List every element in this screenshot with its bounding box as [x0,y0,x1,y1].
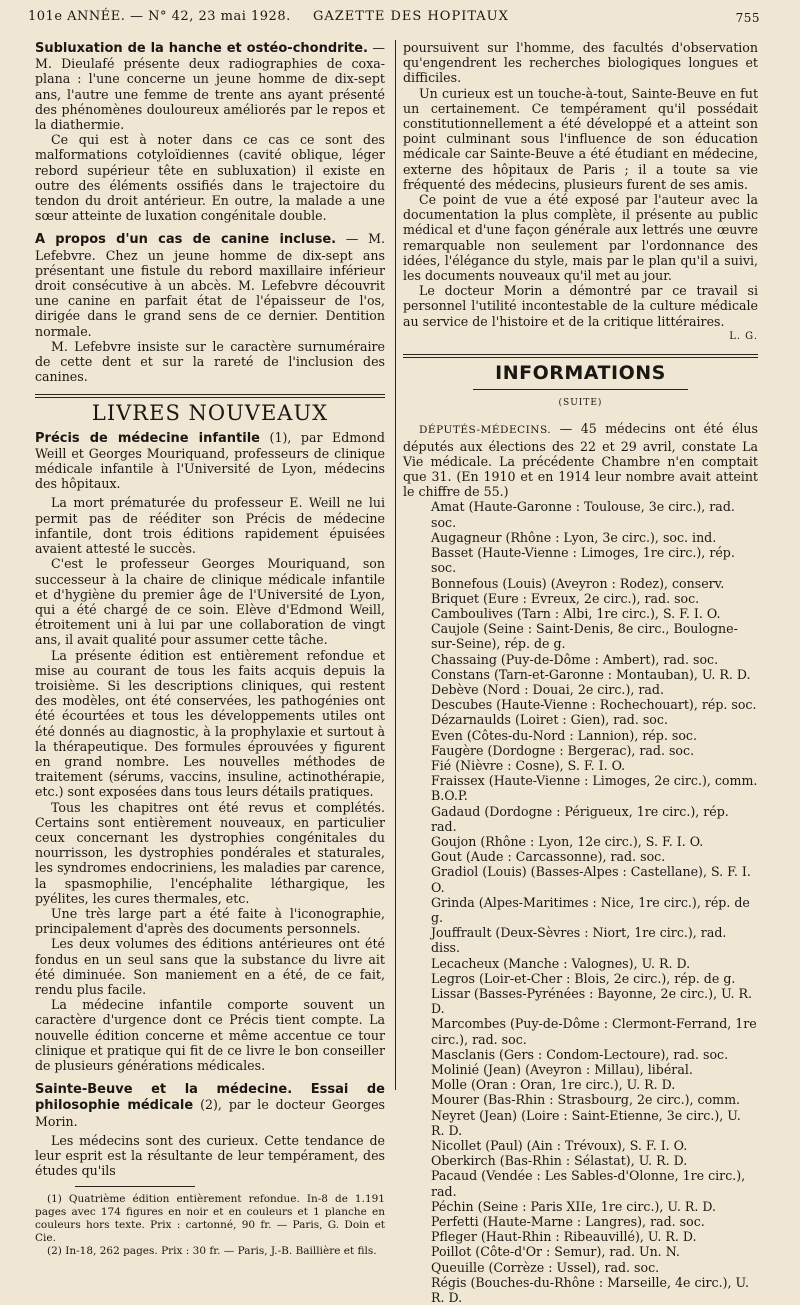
sainte-beuve-title: Sainte-Beuve et la médecine. Essai de philosophie médicale [35,1082,385,1114]
informations-underline [473,389,688,390]
deputy-entry: Grinda (Alpes-Maritimes : Nice, 1re circ.), rép. de g. [431,894,750,925]
precis-p6: Les deux volumes des éditions antérieures ont été fondus en un seul sans que la substance du livre ait été diminuée. Son maniement en a été, de ce fait, rendu plus facile. [35,936,385,997]
precis-p5: Une très large part a été faite à l'iconographie, principalement d'après des documents personnels. [35,905,385,937]
deputy-entry: Lecacheux (Manche : Valognes), U. R. D. [431,955,691,971]
deputy-entry: Neyret (Jean) (Loire : Saint-Etienne, 3e circ.), U. R. D. [431,1107,741,1138]
left-column [35,40,385,1258]
deputy-entry: Even (Côtes-du-Nord : Lannion), rép. soc. [431,727,697,743]
deputy-entry: Gadaud (Dordogne : Périgueux, 1re circ.), rép. rad. [431,803,729,834]
subluxation-title: Subluxation de la hanche et ostéo-chondrite. [35,41,368,56]
deputy-entry: Dézarnaulds (Loiret : Gien), rad. soc. [431,712,668,728]
deputy-entry: Camboulives (Tarn : Albi, 1re circ.), S. F. I. O. [431,605,721,621]
deputy-entry: Descubes (Haute-Vienne : Rochechouart), rép. soc. [431,697,757,713]
deputy-entry: Bonnefous (Louis) (Aveyron : Rodez), conserv. [431,575,725,591]
deputy-entry: Fraissex (Haute-Vienne : Limoges, 2e circ.), comm. B.O.P. [431,773,758,804]
journal-title: GAZETTE DES HOPITAUX [313,9,509,24]
deputy-entry: Gradiol (Louis) (Basses-Alpes : Castellane), S. F. I. O. [431,864,751,895]
deputy-entry: Gout (Aude : Carcassonne), rad. soc. [431,849,666,865]
precis-p4: Tous les chapitres ont été revus et complétés. Certains sont entièrement nouveaux, en particulier ceux concernant les dystrophies congénitales du nourrisson, les dystrophies pondérales et staturales, les syndromes endocriniens, les maladies par carence, la spasmophilie, l'encéphalite léthargique, les pyélites, les cures thermales, etc. [35,799,385,906]
deputy-entry: Jouffrault (Deux-Sèvres : Niort, 1re circ.), rad. diss. [431,925,727,956]
sainte-beuve-p3: Ce point de vue a été exposé par l'auteur avec la documentation la plus complète, il présente au public médical et d'une façon générale aux lettrés une œuvre remarquable non seulement par l'ordonnance des idées, l'élégance du style, mais par le plan qu'il a suivi, les documents nouveaux qu'il met au jour. [403,192,758,284]
precis-p1: La mort prématurée du professeur E. Weill ne lui permit pas de rééditer son Précis de médecine infantile, dont trois éditions rapidement épuisées avaient attesté le succès. [35,495,385,557]
footnote-2: (2) In-18, 262 pages. Prix : 30 fr. — Paris, J.-B. Baillière et fils. [47,1245,377,1258]
deputy-entry: Molinié (Jean) (Aveyron : Millau), libéral. [431,1062,693,1077]
footnote-1: (1) Quatrième édition entièrement refondue. In-8 de 1.191 pages avec 174 figures en noir et en couleurs et 1 planche en couleurs hors texte. Prix : cartonné, 90 fr. — Paris, G. Doin et Cie. [35,1193,385,1245]
deputy-entry: Caujole (Seine : Saint-Denis, 8e circ., Boulogne-sur-Seine), rép. de g. [431,621,738,652]
sainte-beuve-p2: Un curieux est un touche-à-tout, Sainte-Beuve en fut un certainement. Ce tempérament qu'il possédait constitutionnellement a été développé et a atteint son point culminant sous l'influence de son éducation médicale car Sainte-Beuve a été étudiant en médecine, externe des hôpitaux de Paris ; il a toute sa vie fréquenté des médecins, plusieurs furent de ses amis. [403,85,758,192]
deputy-entry: Perfetti (Haute-Marne : Langres), rad. soc. [431,1214,705,1230]
section-rule-right [403,354,758,358]
precis-title: Précis de médecine infantile [35,430,260,446]
sainte-beuve-p4-text: Le docteur Morin a démontré par ce travail si personnel l'utilité incontestable de la culture médicale au service de l'histoire et de la critique littéraires. [403,283,758,329]
deputy-entry: Marcombes (Puy-de-Dôme : Clermont-Ferrand, 1re circ.), rad. soc. [431,1016,757,1047]
issue-info: 101e ANNÉE. — N° 42, 23 mai 1928. [28,9,291,24]
canine-paragraph [35,231,385,338]
right-column [403,40,758,1305]
sainte-beuve-paragraph [35,1081,385,1129]
deputy-entry: Pfleger (Haut-Rhin : Ribeauvillé), U. R. D. [431,1229,697,1245]
subluxation-paragraph [35,40,385,132]
subluxation-intro: — M. Dieulafé présente deux radiographies de coxa-plana : l'une concerne un jeune homme de dix-sept ans, l'autre une femme de trente ans ayant présenté des phénomènes douloureux améliorés par le repos et la diathermie. [35,40,385,133]
deputy-entry: Mourer (Bas-Rhin : Strasbourg, 2e circ.), comm. [431,1092,741,1108]
precis-paragraph [35,430,385,492]
informations-heading: INFORMATIONS [495,362,666,385]
deputy-entry: Goujon (Rhône : Lyon, 12e circ.), S. F. I. O. [431,833,704,849]
column-divider [395,40,396,1090]
sainte-beuve-p4 [403,283,758,329]
precis-p7: La médecine infantile comporte souvent un caractère d'urgence dont ce Précis tient compte. La nouvelle édition concerne et même accentue ce tour clinique et pratique qui fit de ce livre le bon conseiller de plusieurs générations médicales. [35,997,385,1073]
deputy-entry: Oberkirch (Bas-Rhin : Sélastat), U. R. D. [431,1153,688,1169]
deputy-entry: Basset (Haute-Vienne : Limoges, 1re circ.), rép. soc. [431,545,735,576]
section-rule [35,394,385,398]
precis-p3: La présente édition est entièrement refondue et mise au courant de tous les faits acquis depuis la troisième. Si les descriptions cliniques, qui restent des modèles, ont été conservées, les pathogénies ont été écourtées et tous les développements utiles ont été donnés au diagnostic, à la prophylaxie et surtout à la thérapeutique. Des formules éprouvées y figurent en grand nombre. Les nouvelles méthodes de traitement (sérums, vaccins, insuline, actinothérapie, etc.) sont exposées dans tous leurs détails pratiques. [35,647,385,800]
canine-p2: M. Lefebvre insiste sur le caractère surnuméraire de cette dent et sur la rareté de l'inclusion des canines. [35,338,385,385]
suite-label: (SUITE) [558,398,603,409]
deputes-paragraph [403,421,758,499]
page-header [28,9,760,31]
deputy-entry: Lissar (Basses-Pyrénées : Bayonne, 2e circ.), U. R. D. [431,985,753,1017]
page-number: 755 [735,11,760,25]
deputy-entry: Briquet (Eure : Evreux, 2e circ.), rad. soc. [431,590,700,606]
sainte-beuve-continued: poursuivent sur l'homme, des facultés d'observation qu'engendrent les recherches biologiques longues et difficiles. [403,40,758,86]
deputy-entry: Constans (Tarn-et-Garonne : Montauban), U. R. D. [431,666,751,682]
subluxation-p2: Ce qui est à noter dans ce cas ce sont des malformations cotyloïdiennes (cavité oblique, léger rebord supérieur tête en subluxation) il existe en outre des éléments ossifiés dans le trajectoire du tendon du droit antérieur. En outre, la malade a une sœur atteinte de luxation congénitale double. [35,132,385,224]
canine-intro: — M. Lefebvre. Chez un jeune homme de dix-sept ans présentant une fistule du rebord maxillaire inférieur droit consécutive à un abcès. M. Lefebvre découvrit une canine en parfait état de l'épaisseur de l'os, dirigée dans le grand sens de ce dernier. Dentition normale. [35,231,386,339]
signature: L. G. [729,330,758,342]
deputy-entry: Poillot (Côte-d'Or : Semur), rad. Un. N. [431,1244,680,1260]
deputy-entry: Amat (Haute-Garonne : Toulouse, 3e circ.), rad. soc. [431,499,735,530]
deputy-entry: Augagneur (Rhône : Lyon, 3e circ.), soc. ind. [431,529,717,545]
deputy-entry: Pacaud (Vendée : Les Sables-d'Olonne, 1re circ.), rad. [431,1168,746,1199]
deputy-entry: Fié (Nièvre : Cosne), S. F. I. O. [431,757,626,773]
deputy-entry: Molle (Oran : Oran, 1re circ.), U. R. D. [431,1077,676,1093]
sainte-beuve-p1: Les médecins sont des curieux. Cette tendance de leur esprit est la résultante de leur tempérament, des études qu'ils [35,1132,385,1179]
sainte-beuve-intro: (2), par le docteur Georges Morin. [35,1097,385,1129]
deputy-entry: Legros (Loir-et-Cher : Blois, 2e circ.), rép. de g. [431,970,736,986]
deputy-entry: Faugère (Dordogne : Bergerac), rad. soc. [431,742,695,758]
deputies-list [403,499,758,1305]
deputy-entry: Péchin (Seine : Paris XIIe, 1re circ.), U. R. D. [431,1198,716,1214]
deputes-text: — 45 médecins ont été élus députés aux élections des 22 et 29 avril, constate La Vie médicale. La précédente Chambre n'en comptait que 31. (En 1910 et en 1914 leur nombre avait atteint le chiffre de 55.) [403,421,758,500]
footnote-rule [75,1186,195,1187]
livres-heading: LIVRES NOUVEAUX [91,401,329,426]
canine-title: A propos d'un cas de canine incluse. [35,232,337,248]
deputy-entry: Masclanis (Gers : Condom-Lectoure), rad. soc. [431,1046,729,1062]
deputy-entry: Debève (Nord : Douai, 2e circ.), rad. [431,681,664,697]
precis-p2: C'est le professeur Georges Mouriquand, son successeur à la chaire de clinique médicale infantile et d'hygiène du premier âge de l'Université de Lyon, qui a été chargé de ce soin. Elève d'Edmond Weill, étroitement uni à lui par une collaboration de vingt ans, il avait qualité pour assumer cette tâche. [35,556,385,648]
precis-intro: (1), par Edmond Weill et Georges Mouriquand, professeurs de clinique médicale infantile à l'Université de Lyon, médecins des hôpitaux. [35,429,385,492]
deputes-lead: DÉPUTÉS-MÉDECINS. [419,424,552,437]
footnotes [35,1193,385,1258]
deputy-entry: Chassaing (Puy-de-Dôme : Ambert), rad. soc. [431,651,719,667]
deputy-entry: Queuille (Corrèze : Ussel), rad. soc. [431,1259,660,1275]
deputy-entry: Régis (Bouches-du-Rhône : Marseille, 4e circ.), U. R. D. [431,1274,749,1305]
deputy-entry: Nicollet (Paul) (Ain : Trévoux), S. F. I. O. [431,1138,688,1154]
